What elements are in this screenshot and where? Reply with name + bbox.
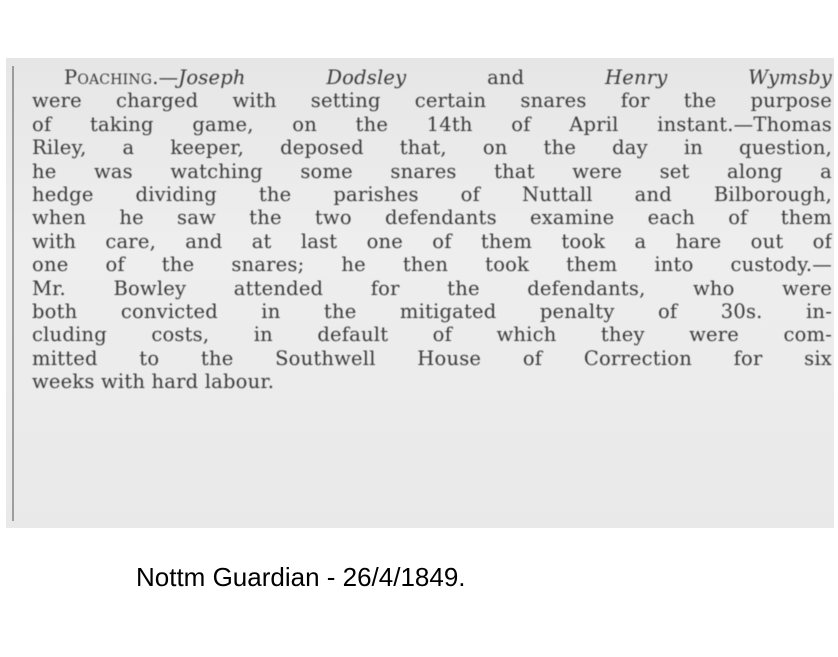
article-line-9: Mr. Bowley attended for the defendants, who were xyxy=(32,276,832,300)
article-text xyxy=(32,66,832,393)
heading-dash: — xyxy=(158,66,179,89)
article-line-4: he was watching some snares that were set along a xyxy=(32,159,832,183)
defendant-2: Henry Wymsby xyxy=(605,66,832,89)
article-line-8: one of the snares; he then took them into custody.— xyxy=(32,253,832,277)
source-caption: Nottm Guardian - 26/4/1849. xyxy=(136,562,466,592)
article-line-5: hedge dividing the parishes of Nuttall and Bilborough, xyxy=(32,182,832,206)
defendant-1: Joseph Dodsley xyxy=(178,66,407,89)
article-line-13: weeks with hard labour. xyxy=(32,370,275,394)
article-line-1: were charged with setting certain snares for the purpose xyxy=(32,89,832,113)
article-line-7: with care, and at last one of them took a hare out of xyxy=(32,229,832,253)
article-line-10: both convicted in the mitigated penalty of 30s. in- xyxy=(32,299,832,323)
article-heading: Poaching. xyxy=(64,66,159,89)
column-rule xyxy=(12,66,14,521)
article-line-3: Riley, a keeper, deposed that, on the day in question, xyxy=(32,136,832,160)
article-line-12: mitted to the Southwell House of Correction for six xyxy=(32,346,832,370)
conjunction: and xyxy=(406,66,606,89)
article-line-0 xyxy=(32,66,832,89)
newspaper-clipping xyxy=(6,58,834,528)
article-line-11: cluding costs, in default of which they were com- xyxy=(32,323,832,347)
article-line-6: when he saw the two defendants examine each of them xyxy=(32,206,832,230)
article-line-2: of taking game, on the 14th of April instant.—Thomas xyxy=(32,112,832,136)
